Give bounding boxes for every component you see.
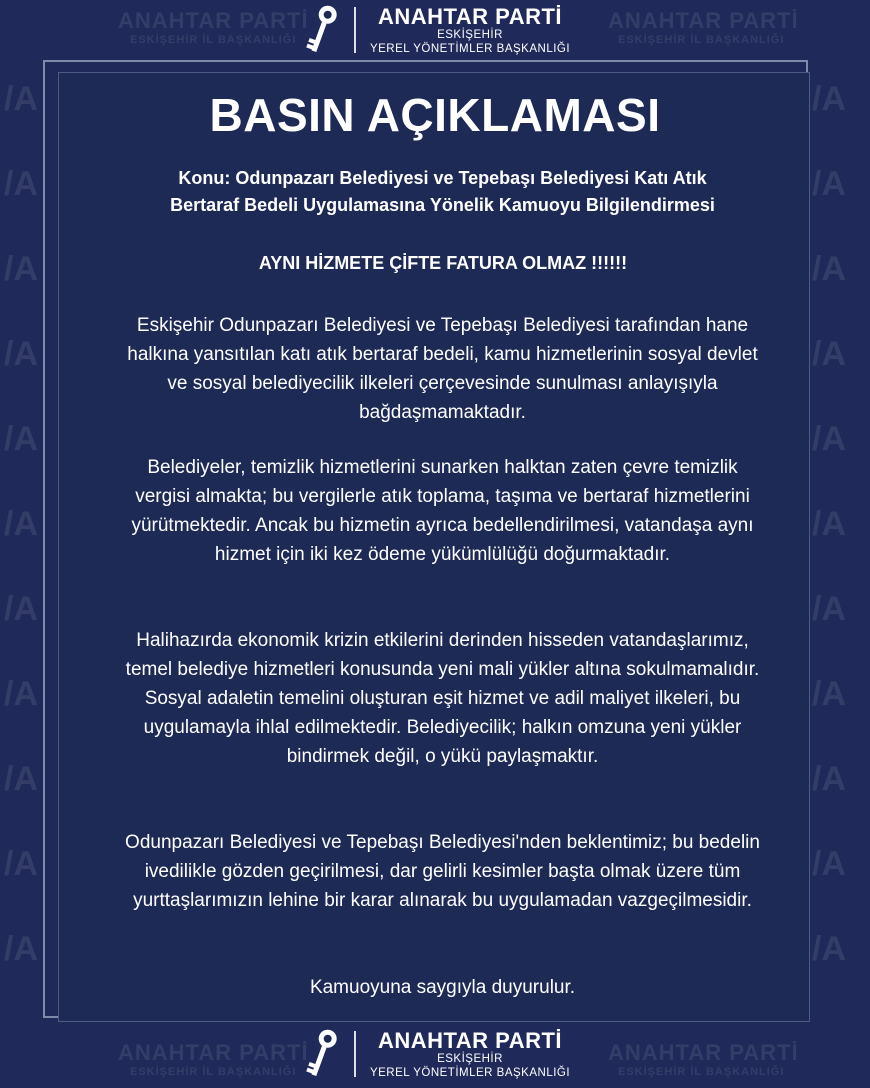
paragraph: Odunpazarı Belediyesi ve Tepebaşı Belediyesi'nden beklentimiz; bu bedelin ivedilikle gözden geçirilmesi, dar gelirli kesimler başta olmak üzere tüm yurttaşlarımızın lehine bir karar alınarak bu uygulamadan vazgeçilmesidir. bbox=[125, 832, 760, 911]
brand-divider bbox=[354, 1031, 356, 1077]
watermark-mark: /A bbox=[4, 590, 38, 628]
brand-divider bbox=[354, 7, 356, 53]
subject bbox=[100, 165, 785, 219]
key-icon bbox=[300, 1, 340, 59]
watermark-mark: /A bbox=[4, 675, 38, 713]
watermark-mark: /A bbox=[4, 250, 38, 288]
page-title: BASIN AÇIKLAMASI bbox=[209, 89, 661, 141]
brand-department: YEREL YÖNETİMLER BAŞKANLIĞI bbox=[369, 1066, 571, 1079]
watermark-name: ANAHTAR PARTİ bbox=[608, 8, 799, 33]
brand-name: ANAHTAR PARTİ bbox=[377, 1028, 563, 1054]
brand-city: ESKİŞEHİR bbox=[437, 1053, 503, 1066]
paragraph: Belediyeler, temizlik hizmetlerini sunarken halktan zaten çevre temizlik vergisi almakta; bu vergilerle atık toplama, taşıma ve bertaraf hizmetlerini yürütmektedir. Ancak bu hizmetin ayrıca bedellendirilmesi, vatandaşa aynı hizmet için iki kez ödeme yükümlülüğü doğurmaktadır. bbox=[131, 457, 754, 565]
watermark-mark: /A bbox=[4, 335, 38, 373]
subject-line: Konu: Odunpazarı Belediyesi ve Tepebaşı Belediyesi Katı Atık bbox=[178, 168, 707, 188]
closing-statement: Kamuoyuna saygıyla duyurulur. bbox=[309, 977, 576, 998]
brand-name: ANAHTAR PARTİ bbox=[377, 4, 563, 30]
brand-text bbox=[370, 4, 570, 56]
watermark-mark: /A bbox=[812, 590, 846, 628]
watermark-sub: ESKİŞEHİR İL BAŞKANLIĞI bbox=[130, 34, 297, 46]
watermark-mark: /A bbox=[4, 420, 38, 458]
watermark-mark: /A bbox=[4, 505, 38, 543]
watermark-sub: ESKİŞEHİR İL BAŞKANLIĞI bbox=[130, 1066, 297, 1078]
key-icon bbox=[300, 1025, 340, 1083]
brand-text bbox=[370, 1028, 570, 1080]
watermark-mark: /A bbox=[812, 845, 846, 883]
watermark-mark: /A bbox=[812, 420, 846, 458]
watermark-mark: /A bbox=[812, 930, 846, 968]
watermark-sub: ESKİŞEHİR İL BAŞKANLIĞI bbox=[618, 1066, 785, 1078]
watermark-mark: /A bbox=[4, 80, 38, 118]
watermark-mark: /A bbox=[812, 505, 846, 543]
header-logo bbox=[0, 0, 870, 60]
watermark-mark: /A bbox=[4, 760, 38, 798]
watermark-mark: /A bbox=[4, 930, 38, 968]
paragraph: Eskişehir Odunpazarı Belediyesi ve Tepebaşı Belediyesi tarafından hane halkına yansıtılan katı atık bertaraf bedeli, kamu hizmetlerinin sosyal devlet ve sosyal belediyecilik ilkeleri çerçevesinde sunulması anlayışıyla bağdaşmamaktadır. bbox=[127, 315, 758, 423]
brand-logo bbox=[300, 1, 570, 59]
watermark-name: ANAHTAR PARTİ bbox=[118, 8, 309, 33]
watermark-mark: /A bbox=[812, 165, 846, 203]
watermark-mark: /A bbox=[4, 845, 38, 883]
watermark-mark: /A bbox=[812, 760, 846, 798]
watermark-sub: ESKİŞEHİR İL BAŞKANLIĞI bbox=[618, 34, 785, 46]
paragraph: Halihazırda ekonomik krizin etkilerini derinden hisseden vatandaşlarımız, temel belediye hizmetleri konusunda yeni mali yükler altına sokulmamalıdır. Sosyal adaletin temelini oluşturan eşit hizmet ve adil maliyet ilkeleri, bu uygulamayla ihlal edilmektedir. Belediyecilik; halkın omzuna yeni yükler bindirmek değil, o yükü paylaşmaktır. bbox=[125, 630, 760, 767]
watermark-mark: /A bbox=[4, 165, 38, 203]
subject-line: Bertaraf Bedeli Uygulamasına Yönelik Kamuoyu Bilgilendirmesi bbox=[170, 195, 715, 215]
brand-department: YEREL YÖNETİMLER BAŞKANLIĞI bbox=[369, 42, 571, 55]
watermark-mark: /A bbox=[812, 675, 846, 713]
brand-city: ESKİŞEHİR bbox=[437, 29, 503, 42]
watermark-name: ANAHTAR PARTİ bbox=[608, 1040, 799, 1065]
slogan: AYNI HİZMETE ÇİFTE FATURA OLMAZ !!!!!! bbox=[258, 253, 628, 273]
brand-logo bbox=[300, 1025, 570, 1083]
watermark-name: ANAHTAR PARTİ bbox=[118, 1040, 309, 1065]
watermark-mark: /A bbox=[812, 335, 846, 373]
watermark-mark: /A bbox=[812, 250, 846, 288]
watermark-mark: /A bbox=[812, 80, 846, 118]
footer-logo bbox=[0, 1024, 870, 1084]
